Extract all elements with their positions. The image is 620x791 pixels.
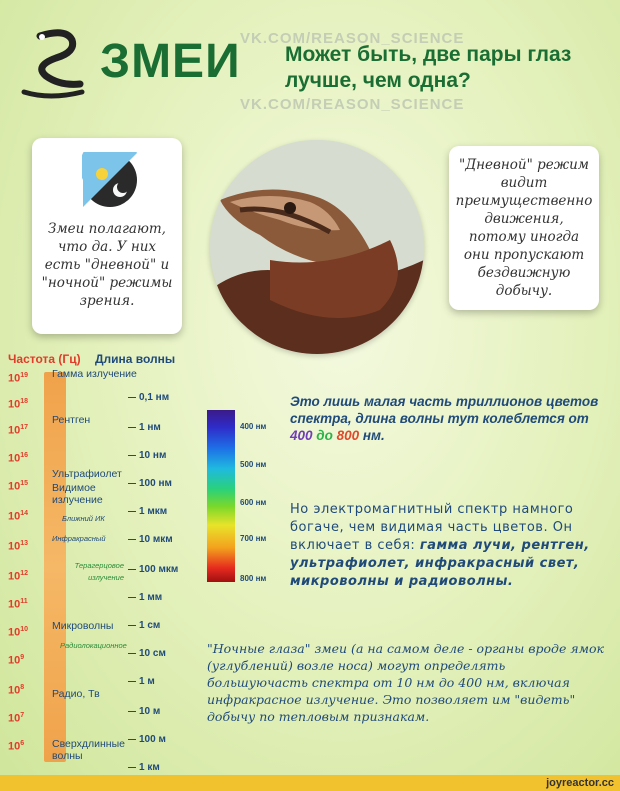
- region-radar: Радиолокационное: [60, 641, 127, 650]
- frequency-label: $10^{12}$: [8, 570, 29, 583]
- footer-bar: [0, 775, 620, 791]
- wavelength-label: 10 см: [128, 648, 166, 659]
- spectrum-label: 700 нм: [240, 534, 267, 543]
- frequency-header: Частота (Гц): [8, 352, 81, 366]
- wavelength-label: 1 мкм: [128, 506, 167, 517]
- watermark: VK.COM/REASON_SCIENCE: [240, 30, 465, 47]
- region-uv: Ультрафиолет: [52, 468, 122, 480]
- region-microwave: Микроволны: [52, 620, 114, 632]
- spectrum-label: 600 нм: [240, 498, 267, 507]
- frequency-label: $10^9$: [8, 654, 25, 667]
- night-eyes-paragraph: "Ночные глаза" змеи (а на самом деле - органы вроде ямок (углублений) возле носа) могут определять большуючасть спектра от 10 нм до 400 нм, включая инфракрасное излучение. Это позволяет им "видеть" добычу по тепловым признакам.: [207, 641, 604, 724]
- frequency-label: $10^{14}$: [8, 510, 29, 523]
- header: [0, 0, 620, 120]
- wavelength-label: 100 мкм: [128, 564, 178, 575]
- footer-site[interactable]: joyreactor.cc: [546, 777, 614, 789]
- spectrum-label: 500 нм: [240, 460, 267, 469]
- frequency-label: $10^{15}$: [8, 480, 29, 493]
- frequency-label: $10^6$: [8, 740, 25, 753]
- paragraph-text: нм.: [359, 428, 385, 443]
- region-gamma: Гамма излучение: [52, 368, 137, 380]
- day-night-icon: [82, 152, 138, 208]
- frequency-label: $10^{10}$: [8, 626, 29, 639]
- frequency-label: $10^{13}$: [8, 540, 29, 553]
- snake-logo-icon: [20, 26, 92, 106]
- wavelength-label: 1 нм: [128, 422, 161, 433]
- value-400: 400: [290, 428, 313, 443]
- frequency-label: $10^8$: [8, 684, 25, 697]
- wavelength-label: 0,1 нм: [128, 392, 169, 403]
- wavelength-label: 100 нм: [128, 478, 172, 489]
- wavelength-label: 1 м: [128, 676, 155, 687]
- snake-photo: [210, 140, 424, 354]
- em-spectrum-paragraph: [290, 501, 610, 591]
- page-subtitle: Может быть, две пары глаз лучше, чем одна?: [285, 43, 572, 92]
- frequency-label: $10^{19}$: [8, 372, 29, 385]
- paragraph-bold: гамма лучи, рентген, ультрафиолет, инфракрасный свет, микроволны и радиоволны.: [290, 538, 590, 589]
- region-visible: Видимое излучение: [52, 482, 103, 506]
- frequency-label: $10^{17}$: [8, 424, 29, 437]
- region-xray: Рентген: [52, 414, 91, 426]
- card-right: [449, 146, 599, 310]
- frequency-label: $10^{11}$: [8, 598, 28, 611]
- card-left: [32, 138, 182, 334]
- wavelength-label: 1 мм: [128, 592, 162, 603]
- visible-spectrum-paragraph: [290, 393, 600, 444]
- card-right-text: "Дневной" режим видит преимущественно движения, потому иногда они пропускают бездвижную добычу.: [455, 157, 593, 299]
- frequency-label: $10^7$: [8, 712, 25, 725]
- region-long: Сверхдлинные волны: [52, 738, 125, 762]
- card-left-text: Змеи полагают, что да. У них есть "дневной" и "ночной" режимы зрения.: [41, 221, 173, 309]
- wavelength-label: 1 км: [128, 762, 160, 773]
- spectrum-label: 800 нм: [240, 574, 267, 583]
- wavelength-label: 10 м: [128, 706, 160, 717]
- value-800: 800: [336, 428, 360, 443]
- region-near-ir: Ближний ИК: [62, 514, 105, 523]
- paragraph-text: Это лишь малая часть триллионов цветов спектра, длина волны тут колеблется от: [290, 394, 599, 426]
- spectrum-label: 400 нм: [240, 422, 267, 431]
- wavelength-header: Длина волны: [95, 352, 176, 366]
- visible-spectrum-bar: [207, 410, 235, 582]
- paragraph-text: до: [312, 428, 337, 443]
- wavelength-label: 1 см: [128, 620, 160, 631]
- region-radio: Радио, Тв: [52, 688, 100, 700]
- wavelength-label: 10 нм: [128, 450, 166, 461]
- wavelength-label: 100 м: [128, 734, 166, 745]
- page-title: ЗМЕИ: [100, 35, 241, 88]
- frequency-label: $10^{16}$: [8, 452, 29, 465]
- paragraph-text: Но электромагнитный спектр намного богаче, чем видимая часть цветов. Он включает в себя:: [290, 502, 574, 553]
- region-ir: Инфракрасный: [52, 534, 106, 543]
- frequency-label: $10^{18}$: [8, 398, 29, 411]
- wavelength-label: 10 мкм: [128, 534, 173, 545]
- watermark: VK.COM/REASON_SCIENCE: [240, 96, 465, 113]
- region-thermal: Терагерцовое излучение: [74, 561, 124, 582]
